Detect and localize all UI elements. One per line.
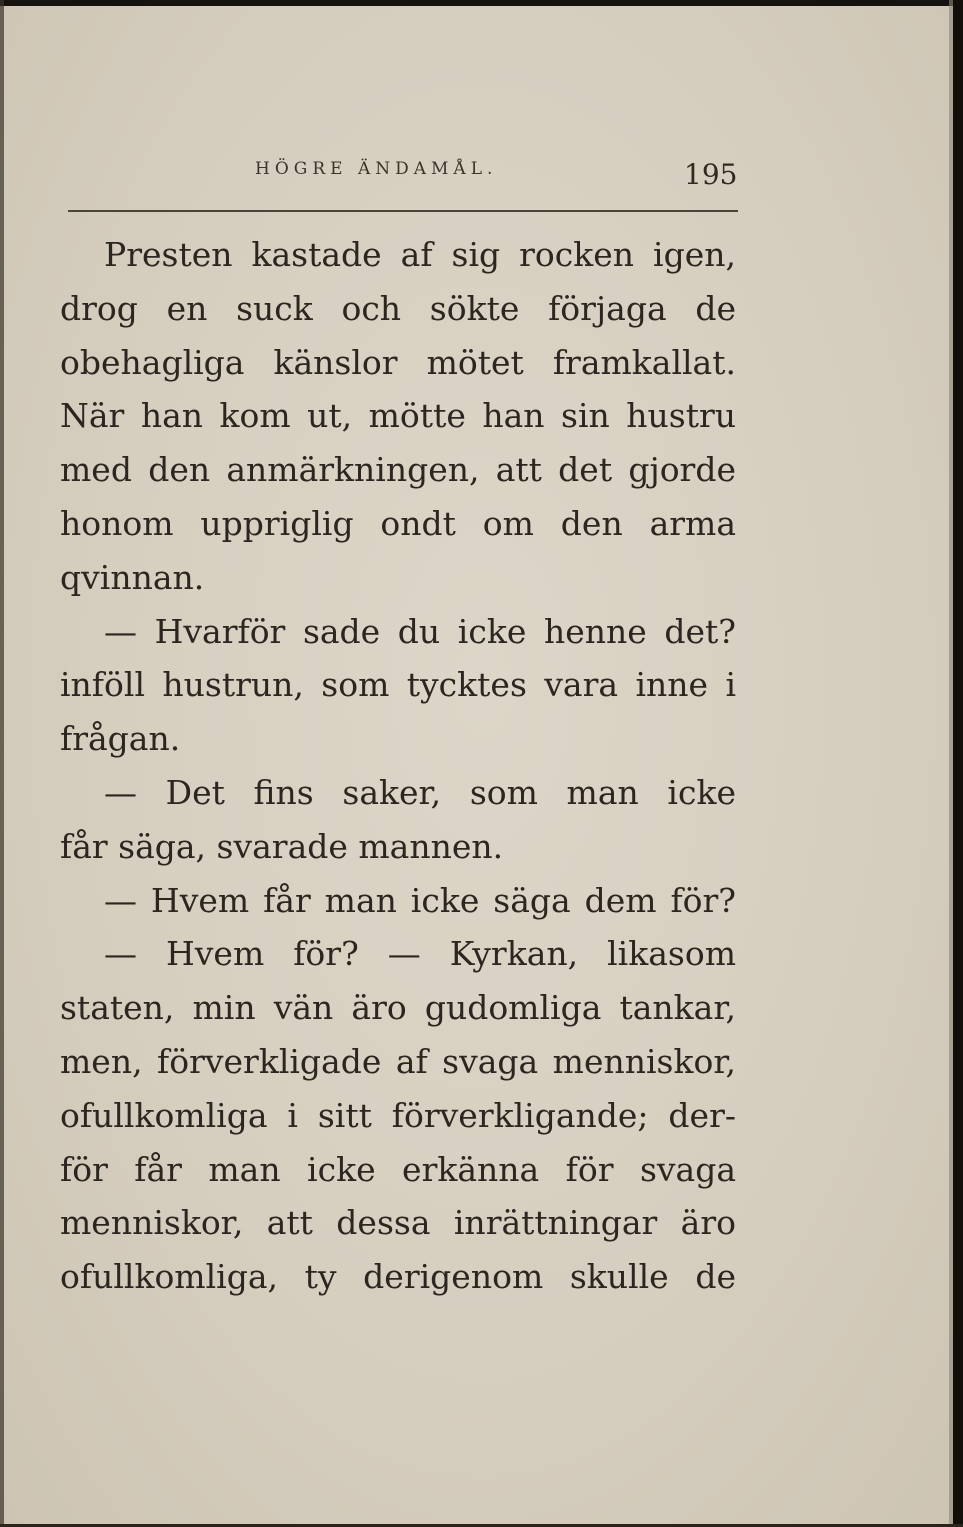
text-line: inföll hustrun, som tycktes vara inne i xyxy=(60,665,736,705)
text-line: — Hvarför sade du icke henne det? xyxy=(104,611,736,651)
body-text xyxy=(60,228,736,1304)
text-line: men, förverkligade af svaga menniskor, xyxy=(60,1041,736,1081)
scan-edge-right xyxy=(953,0,963,1527)
text-line: ofullkomliga, ty derigenom skulle de xyxy=(60,1257,736,1297)
text-line: — Hvem för? — Kyrkan, likasom xyxy=(104,934,736,974)
text-line: får säga, svarade mannen. xyxy=(60,826,504,866)
text-line: med den anmärkningen, att det gjorde xyxy=(60,450,736,490)
text-line: qvinnan. xyxy=(60,557,205,597)
page-number: 195 xyxy=(684,158,738,191)
text-line: staten, min vän äro gudomliga tankar, xyxy=(60,988,736,1028)
scan-edge-top xyxy=(0,0,963,6)
text-line: honom uppriglig ondt om den arma xyxy=(60,503,736,543)
text-line: för får man icke erkänna för svaga xyxy=(60,1149,736,1189)
text-line: drog en suck och sökte förjaga de xyxy=(60,288,736,328)
scan-edge-left xyxy=(0,0,4,1527)
text-line: frågan. xyxy=(60,719,181,759)
header-rule xyxy=(68,210,738,212)
text-line: — Det fins saker, som man icke xyxy=(104,772,736,812)
text-line: obehagliga känslor mötet framkallat. xyxy=(60,342,736,382)
text-line: menniskor, att dessa inrättningar äro xyxy=(60,1203,736,1243)
text-line: När han kom ut, mötte han sin hustru xyxy=(60,396,736,436)
text-line: — Hvem får man icke säga dem för? xyxy=(104,880,736,920)
text-line: ofullkomliga i sitt förverkligande; der- xyxy=(60,1095,736,1135)
running-head: HÖGRE ÄNDAMÅL. xyxy=(255,159,498,179)
text-line: Presten kastade af sig rocken igen, xyxy=(104,235,736,274)
